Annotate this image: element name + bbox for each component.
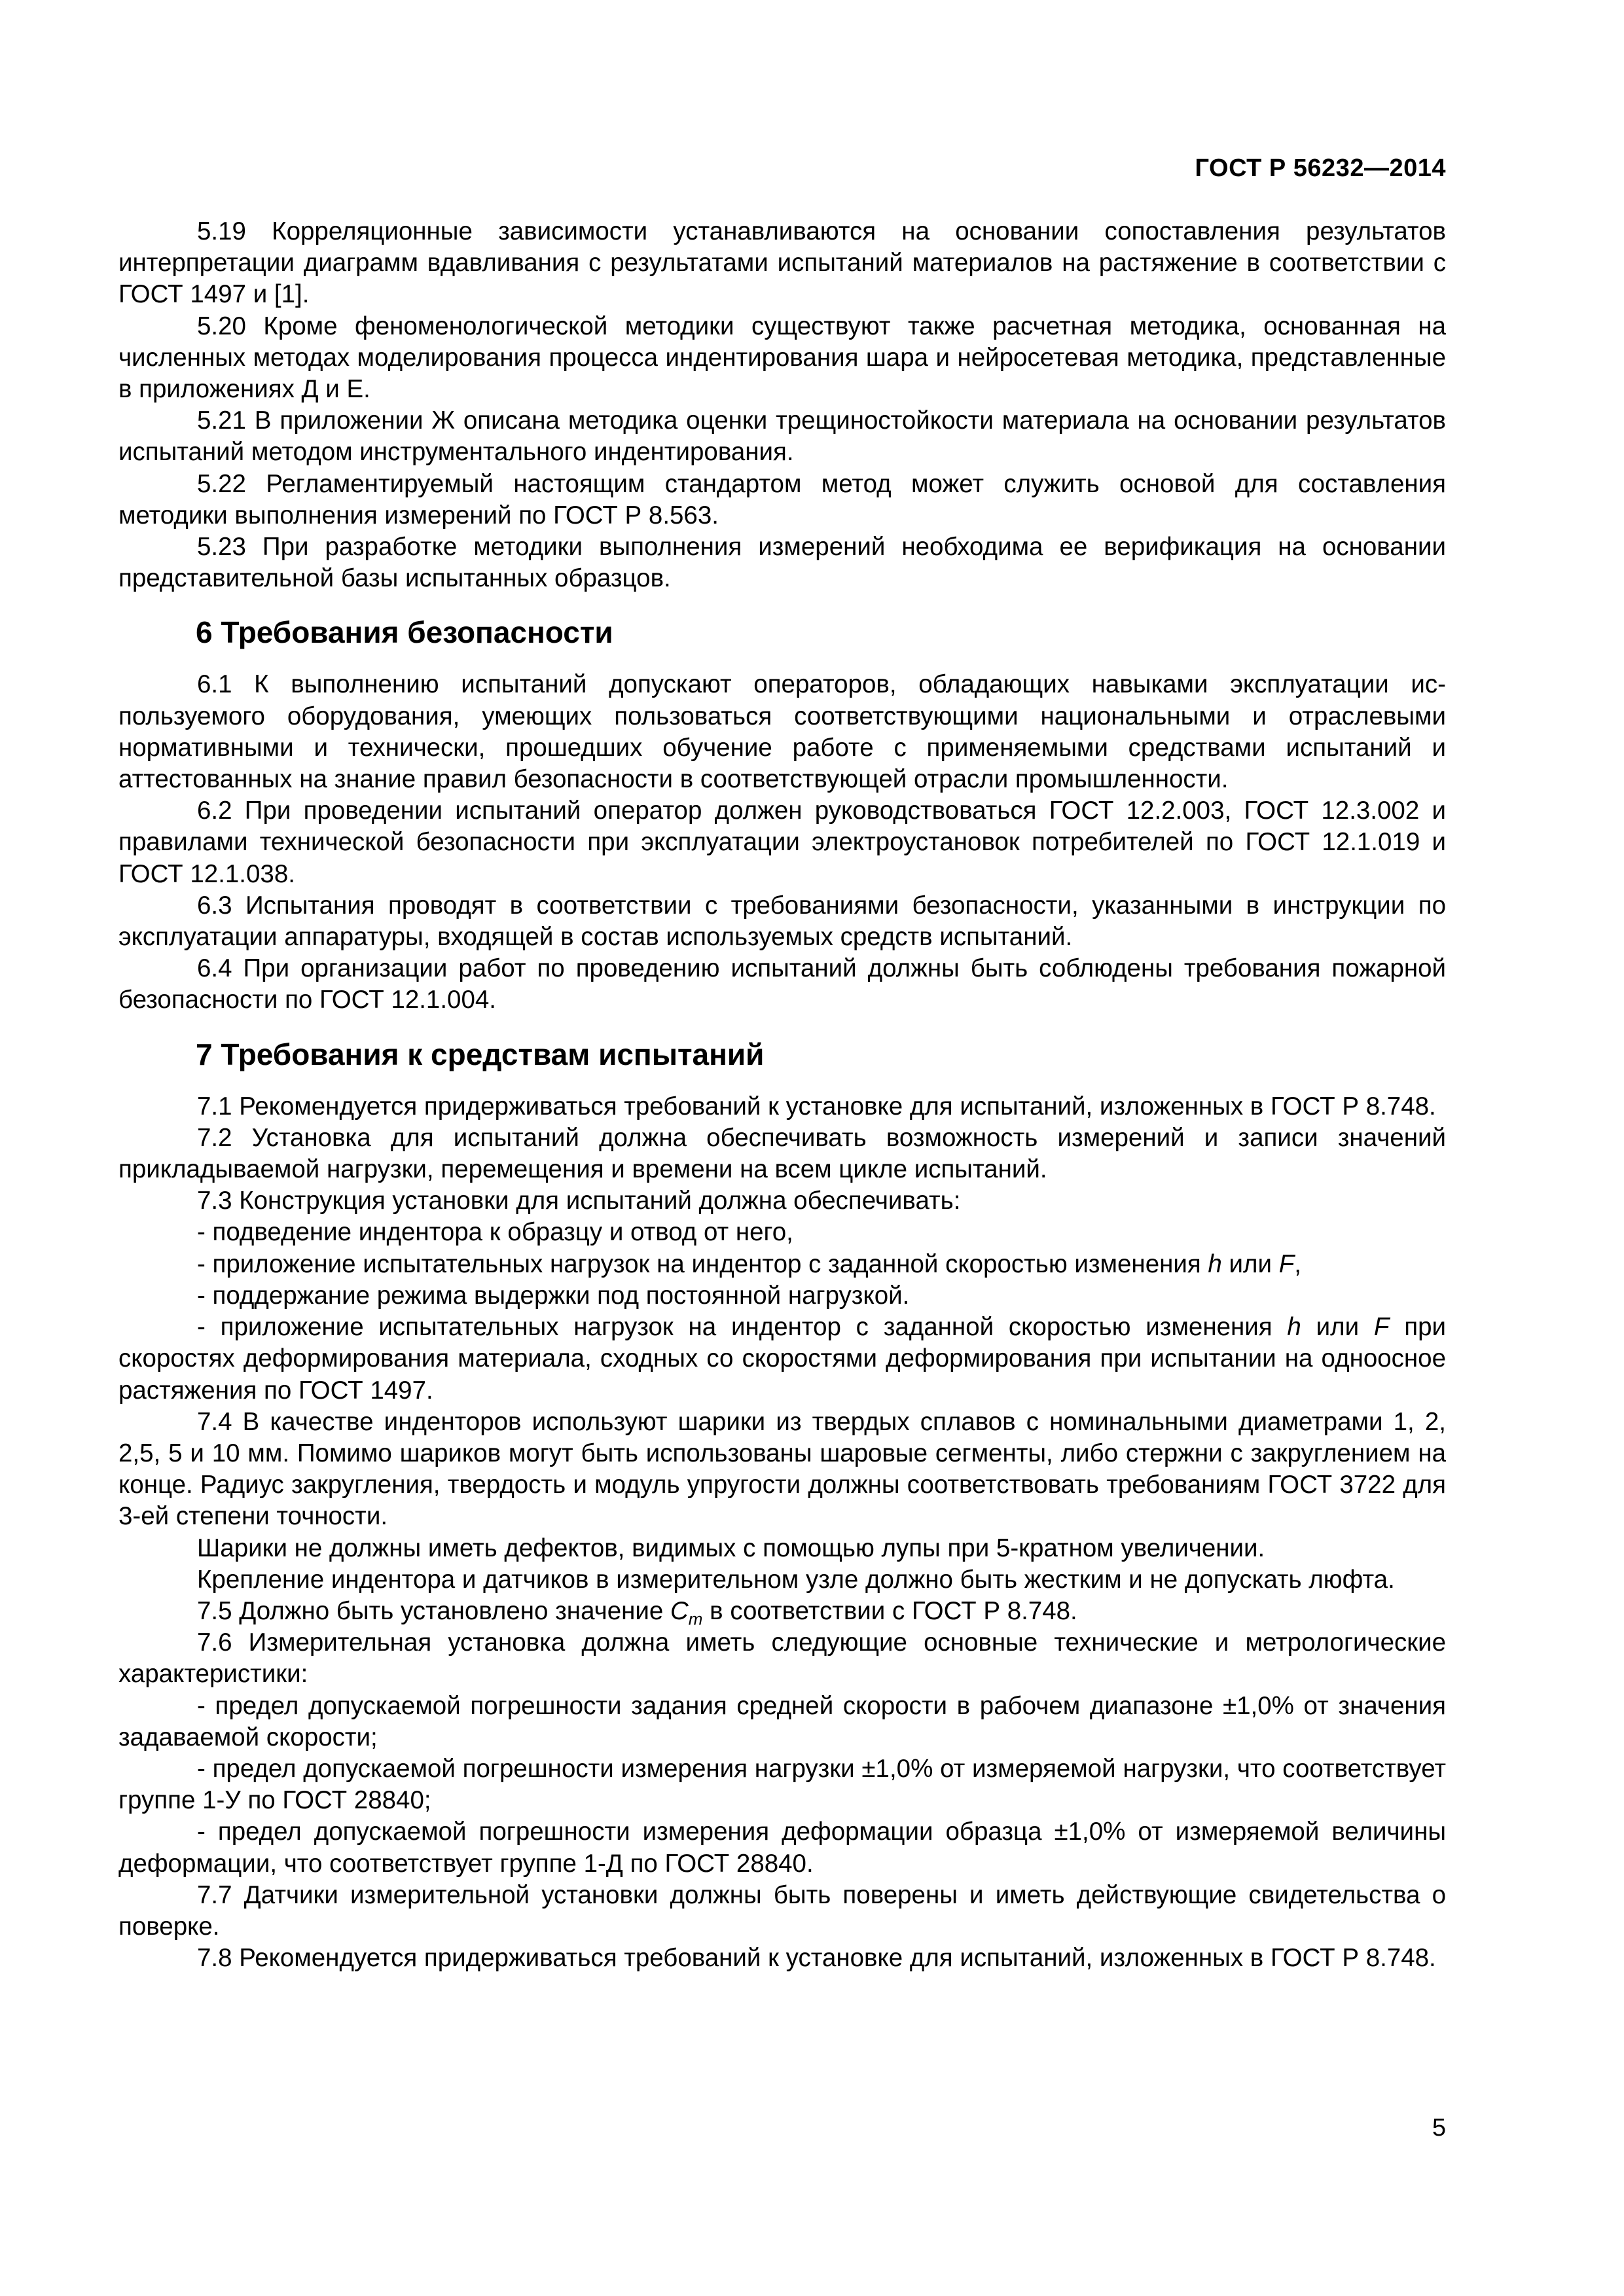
symbol-h: h <box>1208 1249 1222 1278</box>
paragraph-6-2: 6.2 При проведении испытаний оператор должен руководствоваться ГОСТ 12.2.003, ГОСТ 12.3.002 и правилами технической безопасности при эксплуатации электроустановок потребителей по ГОСТ 12.1.019 и ГОСТ 12.1.038. <box>118 797 1446 888</box>
paragraph-7-1: 7.1 Рекомендуется придерживаться требований к установке для испытаний, изложенных в ГОСТ Р 8.748. <box>197 1092 1436 1121</box>
paragraph-text: в соответствии с ГОСТ Р 8.748. <box>702 1596 1077 1625</box>
list-item-text: - приложение испытательных нагрузок на индентор с заданной скоростью изменения <box>197 1313 1288 1342</box>
paragraph-7-7: 7.7 Датчики измерительной установки должны быть поверены и иметь действующие свидетельства о поверке. <box>118 1880 1446 1941</box>
list-item-text: или <box>1301 1313 1374 1342</box>
paragraph-6-3: 6.3 Испытания проводят в соответствии с требованиями безопасности, указанными в инструкции по эксплуатации аппаратуры, входящей в состав используемых средств испытаний. <box>118 891 1446 952</box>
paragraph-7-5 <box>118 1596 1446 1627</box>
paragraph-7-4-mounting: Крепление индентора и датчиков в измерительном узле должно быть жестким и не допускать люфта. <box>197 1565 1395 1594</box>
paragraph-5-23: 5.23 При разработке методики выполнения измерений необходима ее верификация на основании представительной базы испытанных образцов. <box>118 533 1446 593</box>
paragraph-7-2: 7.2 Установка для испытаний должна обеспечивать возможность измерений и записи значений прикладываемой нагрузки, перемещения и времени на всем цикле испытаний. <box>118 1123 1446 1184</box>
document-header: ГОСТ Р 56232—2014 <box>1195 154 1446 182</box>
list-item-text: , <box>1294 1249 1301 1278</box>
symbol-subscript-m: m <box>688 1609 703 1629</box>
paragraph-6-1: 6.1 К выполнению испытаний допускают операторов, обладающих навыками эксплуатации используемого оборудования, умеющих пользоваться соответствующими национальными и отраслевыми нормативными и технически, прошедших обучение работе с применяемыми средствами испытаний и аттестованных на знание правил безопасности в соответствующей отрасли промышленности. <box>118 670 1446 794</box>
paragraph-5-21: 5.21 В приложении Ж описана методика оценки трещиностойкости материала на основании результатов испытаний методом инструментального индентирования. <box>118 406 1446 467</box>
list-item-text: - приложение испытательных нагрузок на индентор с заданной скоростью изменения <box>197 1249 1208 1278</box>
list-item-text: или <box>1221 1249 1279 1278</box>
list-item-7-6-c: - предел допускаемой погрешности измерения деформации образца ±1,0% от измеряемой величины деформации, что соответствует группе 1-Д по ГОСТ 28840. <box>118 1818 1446 1878</box>
list-item-text: при скоростях деформирования материала, сходных со скоростями деформирования при испытании на одноосное растяжения по ГОСТ 1497. <box>118 1313 1446 1405</box>
symbol-c: C <box>670 1596 689 1625</box>
paragraph-7-4-defects: Шарики не должны иметь дефектов, видимых с помощью лупы при 5-кратном увеличении. <box>197 1534 1265 1562</box>
symbol-f: F <box>1278 1249 1295 1278</box>
symbol-f: F <box>1373 1313 1390 1342</box>
paragraph-5-22: 5.22 Регламентируемый настоящим стандартом метод может служить основой для составления методики выполнения измерений по ГОСТ Р 8.563. <box>118 469 1446 529</box>
list-item-7-3-a: - подведение индентора к образцу и отвод от него, <box>197 1218 793 1247</box>
page-number: 5 <box>1432 2114 1446 2142</box>
paragraph-5-20: 5.20 Кроме феноменологической методики существуют также расчетная методика, основанная на численных методах моделирования процесса индентирования шара и нейросетевая методика, представленные в приложениях Д и Е. <box>118 312 1446 404</box>
section-7-heading: 7 Требования к средствам испытаний <box>196 1037 765 1071</box>
paragraph-text: 7.5 Должно быть установлено значение <box>197 1596 670 1625</box>
section-6-heading: 6 Требования безопасности <box>196 615 613 650</box>
paragraph-7-3: 7.3 Конструкция установки для испытаний должна обеспечивать: <box>197 1187 961 1215</box>
paragraph-7-8: 7.8 Рекомендуется придерживаться требований к установке для испытаний, изложенных в ГОСТ Р 8.748. <box>197 1944 1436 1973</box>
paragraph-7-4: 7.4 В качестве инденторов используют шарики из твердых сплавов с номинальными диаметрами 1, 2, 2,5, 5 и 10 мм. Помимо шариков могут быть использованы шаровые сегменты, либо стержни с закруглением на конце. Радиус закругления, твердость и модуль упругости должны соответствовать требованиям ГОСТ 3722 для 3-ей степени точности. <box>118 1407 1446 1531</box>
list-item-7-3-d <box>118 1312 1446 1407</box>
list-item-7-3-b <box>118 1249 1446 1280</box>
paragraph-7-6: 7.6 Измерительная установка должна иметь следующие основные технические и метрологические характеристики: <box>118 1628 1446 1689</box>
list-item-7-3-c: - поддержание режима выдержки под постоянной нагрузкой. <box>197 1281 910 1310</box>
paragraph-6-4: 6.4 При организации работ по проведению испытаний должны быть соблюдены требования пожарной безопасности по ГОСТ 12.1.004. <box>118 954 1446 1014</box>
list-item-7-6-b: - предел допускаемой погрешности измерения нагрузки ±1,0% от измеряемой нагрузки, что соответствует группе 1-У по ГОСТ 28840; <box>118 1754 1446 1815</box>
list-item-7-6-a: - предел допускаемой погрешности задания средней скорости в рабочем диапазоне ±1,0% от значения задаваемой скорости; <box>118 1691 1446 1751</box>
page-body <box>118 216 1446 1974</box>
symbol-h: h <box>1287 1313 1301 1342</box>
paragraph-5-19: 5.19 Корреляционные зависимости устанавливаются на основании сопоставления результатов интерпретации диаграмм вдавливания с результатами испытаний материалов на растяжение в соответствии с ГОСТ 1497 и [1]. <box>118 217 1446 309</box>
